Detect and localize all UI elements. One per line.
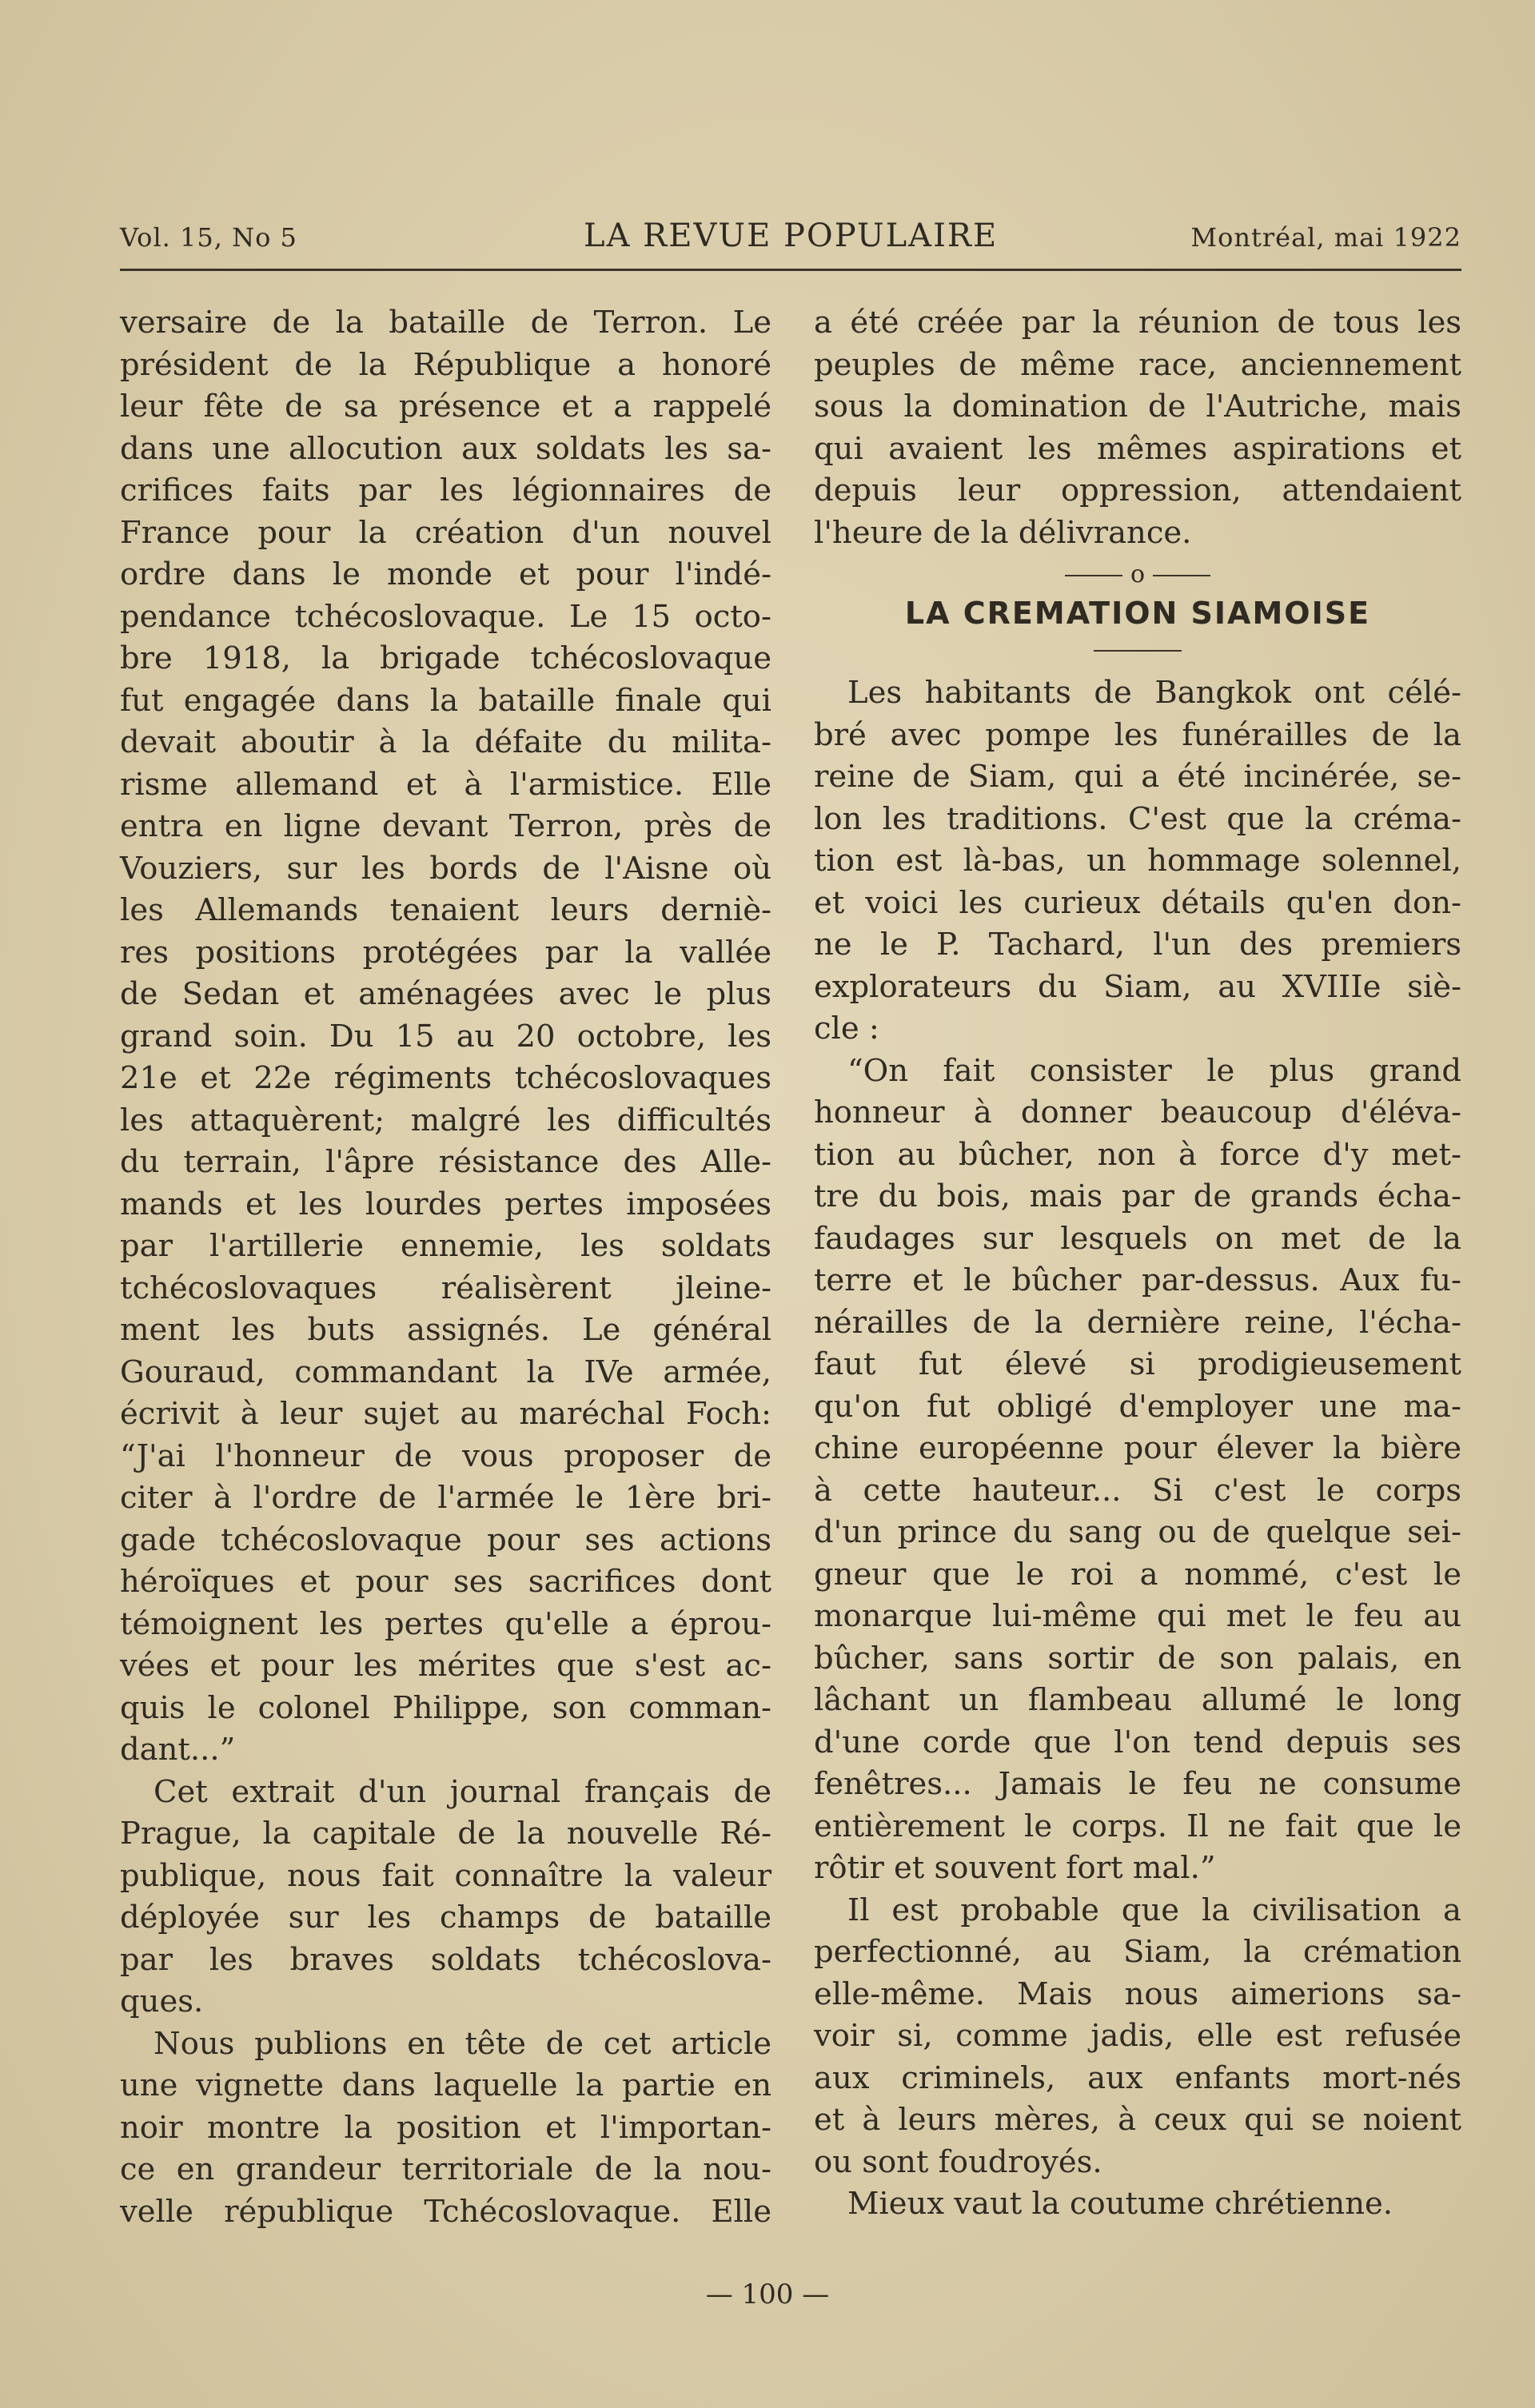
text-line: entra en ligne devant Terron, près de xyxy=(120,808,771,844)
text-line: cle : xyxy=(814,1011,879,1047)
text-line: fut engagée dans la bataille finale qui xyxy=(120,682,771,719)
text-line: entièrement le corps. Il ne fait que le xyxy=(814,1808,1461,1844)
text-line: honneur à donner beaucoup d'éléva- xyxy=(814,1094,1461,1130)
text-line: héroïques et pour ses sacrifices dont xyxy=(120,1564,771,1600)
text-line: “J'ai l'honneur de vous proposer de xyxy=(120,1437,771,1474)
text-line: risme allemand et à l'armistice. Elle xyxy=(120,766,771,803)
text-line: à cette hauteur... Si c'est le corps xyxy=(814,1472,1461,1509)
text-line: une vignette dans laquelle la partie en xyxy=(120,2067,771,2103)
text-line: dans une allocution aux soldats les sa- xyxy=(120,430,771,467)
text-line: ou sont foudroyés. xyxy=(814,2143,1102,2180)
text-line: publique, nous fait connaître la valeur xyxy=(120,1857,771,1894)
text-line: et voici les curieux détails qu'en don- xyxy=(814,884,1461,921)
running-header xyxy=(120,217,1461,257)
text-line: Nous publions en tête de cet article xyxy=(154,2025,771,2062)
text-line: qui avaient les mêmes aspirations et xyxy=(814,430,1461,467)
text-line: ment les buts assignés. Le général xyxy=(120,1312,771,1348)
text-line: et à leurs mères, à ceux qui se noient xyxy=(814,2102,1461,2138)
text-line: l'heure de la délivrance. xyxy=(814,514,1192,551)
text-line: grand soin. Du 15 au 20 octobre, les xyxy=(120,1018,771,1054)
right-column xyxy=(814,302,1461,2226)
text-line: Vouziers, sur les bords de l'Aisne où xyxy=(120,850,771,887)
text-line: aux criminels, aux enfants mort-nés xyxy=(814,2059,1461,2096)
section-separator xyxy=(814,559,1461,591)
text-line: explorateurs du Siam, au XVIIIe siè- xyxy=(814,968,1461,1005)
text-line: gneur que le roi a nommé, c'est le xyxy=(814,1556,1461,1593)
text-line: a été créée par la réunion de tous les xyxy=(814,305,1461,341)
issue-date: Montréal, mai 1922 xyxy=(1190,222,1461,253)
title-rule xyxy=(1094,650,1182,652)
separator-mark: o xyxy=(1130,560,1146,588)
separator-dash-right xyxy=(1153,575,1210,576)
page-number: — 100 — xyxy=(705,2278,830,2310)
text-line: fenêtres... Jamais le feu ne consume xyxy=(814,1766,1461,1802)
text-line: mands et les lourdes pertes imposées xyxy=(120,1186,771,1222)
left-column xyxy=(120,302,771,2233)
text-line: tre du bois, mais par de grands écha- xyxy=(814,1178,1461,1214)
text-line: tion est là-bas, un hommage solennel, xyxy=(814,843,1461,879)
header-rule xyxy=(120,269,1461,271)
text-line: qu'on fut obligé d'employer une ma- xyxy=(814,1388,1461,1425)
text-line: président de la République a honoré xyxy=(120,346,771,383)
text-line: de Sedan et aménagées avec le plus xyxy=(120,976,771,1012)
text-line: pendance tchécoslovaque. Le 15 octo- xyxy=(120,598,771,635)
text-line: devait aboutir à la défaite du milita- xyxy=(120,724,771,760)
text-line: terre et le bûcher par-dessus. Aux fu- xyxy=(814,1262,1461,1298)
text-line: Il est probable que la civilisation a xyxy=(847,1892,1461,1928)
text-line: d'une corde que l'on tend depuis ses xyxy=(814,1724,1461,1760)
text-line: vées et pour les mérites que s'est ac- xyxy=(120,1648,771,1684)
text-line: par l'artillerie ennemie, les soldats xyxy=(120,1228,771,1264)
text-line: nérailles de la dernière reine, l'écha- xyxy=(814,1304,1461,1341)
text-line: monarque lui-même qui met le feu au xyxy=(814,1598,1461,1634)
text-line: Prague, la capitale de la nouvelle Ré- xyxy=(120,1816,771,1852)
text-line: “On fait consister le plus grand xyxy=(847,1052,1461,1089)
text-line: par les braves soldats tchécoslova- xyxy=(120,1941,771,1978)
text-line: Mieux vaut la coutume chrétienne. xyxy=(847,2186,1393,2222)
text-line: bûcher, sans sortir de son palais, en xyxy=(814,1640,1461,1676)
text-line: dant...” xyxy=(120,1732,236,1768)
text-line: lon les traditions. C'est que la créma- xyxy=(814,800,1461,837)
text-line: res positions protégées par la vallée xyxy=(120,934,771,971)
text-line: ne le P. Tachard, l'un des premiers xyxy=(814,927,1461,963)
text-line: lâchant un flambeau allumé le long xyxy=(814,1682,1461,1718)
text-line: leur fête de sa présence et a rappelé xyxy=(120,389,771,425)
text-line: versaire de la bataille de Terron. Le xyxy=(120,305,771,341)
volume-number: Vol. 15, No 5 xyxy=(120,222,297,253)
text-line: les attaquèrent; malgré les difficultés xyxy=(120,1102,771,1138)
text-line: Les habitants de Bangkok ont célé- xyxy=(847,675,1461,711)
right-column-bottom xyxy=(814,672,1461,2226)
section-title: LA CREMATION SIAMOISE xyxy=(904,596,1371,631)
text-line: elle-même. Mais nous aimerions sa- xyxy=(814,1975,1461,2012)
text-line: depuis leur oppression, attendaient xyxy=(814,472,1461,508)
text-line: faut fut élevé si prodigieusement xyxy=(814,1346,1461,1382)
text-line: bre 1918, la brigade tchécoslovaque xyxy=(120,640,771,676)
text-line: perfectionné, au Siam, la crémation xyxy=(814,1934,1461,1970)
text-line: reine de Siam, qui a été incinérée, se- xyxy=(814,759,1461,795)
text-line: quis le colonel Philippe, son comman- xyxy=(120,1689,771,1726)
right-column-top xyxy=(814,302,1461,554)
text-line: rôtir et souvent fort mal.” xyxy=(814,1850,1216,1886)
text-line: bré avec pompe les funérailles de la xyxy=(814,716,1461,753)
text-line: voir si, comme jadis, elle est refusée xyxy=(814,2018,1461,2054)
text-line: tion au bûcher, non à force d'y met- xyxy=(814,1136,1461,1173)
text-line: peuples de même race, anciennement xyxy=(814,346,1461,383)
text-line: déployée sur les champs de bataille xyxy=(120,1900,771,1936)
text-line: les Allemands tenaient leurs derniè- xyxy=(120,892,771,928)
text-line: témoignent les pertes qu'elle a éprou- xyxy=(120,1605,771,1642)
text-line: 21e et 22e régiments tchécoslovaques xyxy=(120,1060,771,1096)
text-line: velle république Tchécoslovaque. Elle xyxy=(120,2193,771,2230)
text-line: chine européenne pour élever la bière xyxy=(814,1430,1461,1466)
text-line: ce en grandeur territoriale de la nou- xyxy=(120,2151,771,2187)
text-line: faudages sur lesquels on met de la xyxy=(814,1220,1461,1257)
text-line: ques. xyxy=(120,1983,204,2019)
text-line: sous la domination de l'Autriche, mais xyxy=(814,389,1461,425)
separator-dash-left xyxy=(1065,575,1122,576)
text-line: citer à l'ordre de l'armée le 1ère bri- xyxy=(120,1480,771,1516)
journal-title: LA REVUE POPULAIRE xyxy=(584,217,999,254)
text-line: noir montre la position et l'importan- xyxy=(120,2109,771,2146)
text-line: ordre dans le monde et pour l'indé- xyxy=(120,556,771,592)
text-line: France pour la création d'un nouvel xyxy=(120,514,771,551)
text-line: gade tchécoslovaque pour ses actions xyxy=(120,1521,771,1558)
text-line: Gouraud, commandant la IVe armée, xyxy=(120,1354,771,1390)
text-line: Cet extrait d'un journal français de xyxy=(154,1773,771,1810)
text-line: crifices faits par les légionnaires de xyxy=(120,472,771,508)
text-line: d'un prince du sang ou de quelque sei- xyxy=(814,1514,1461,1550)
text-line: du terrain, l'âpre résistance des Alle- xyxy=(120,1144,771,1180)
text-line: tchécoslovaques réalisèrent jleine- xyxy=(120,1270,771,1306)
text-line: écrivit à leur sujet au maréchal Foch: xyxy=(120,1396,771,1432)
